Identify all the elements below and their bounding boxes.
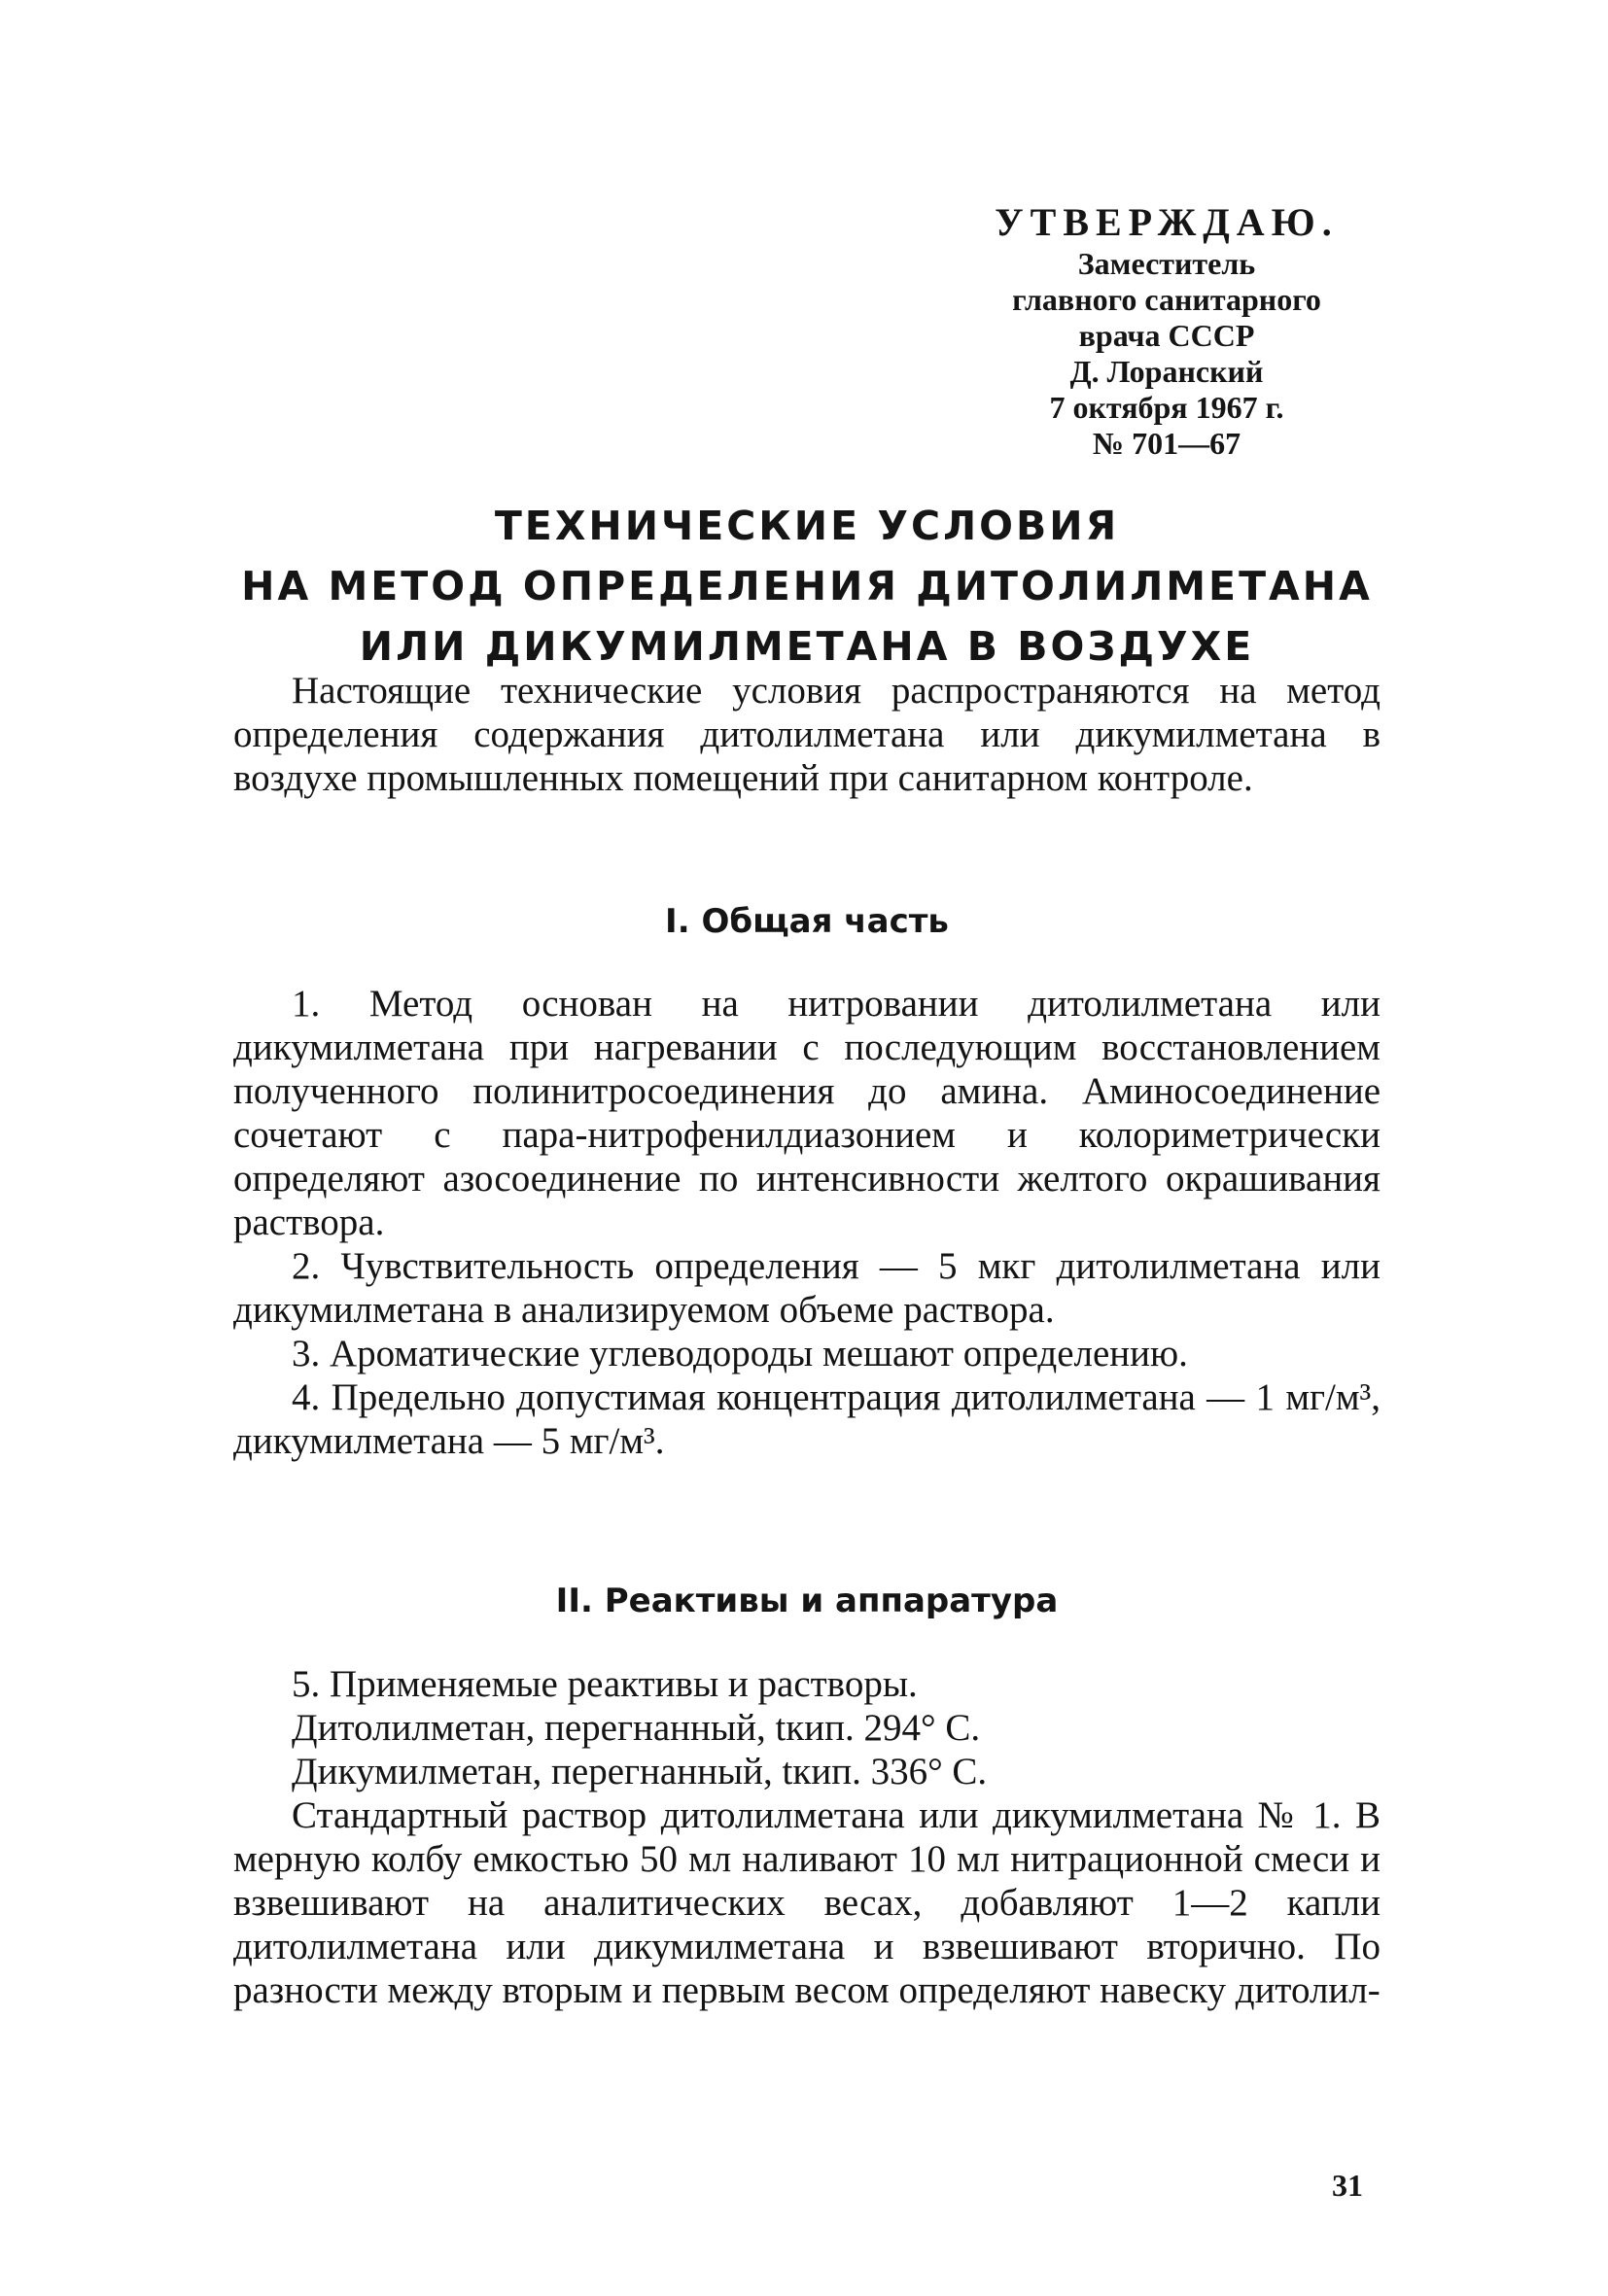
approval-stamp-block: [972, 199, 1361, 462]
title-line-2: НА МЕТОД ОПРЕДЕЛЕНИЯ ДИТОЛИЛМЕТАНА: [241, 563, 1373, 609]
document-title: [233, 496, 1381, 677]
page-number: 31: [1332, 2168, 1363, 2203]
section-1-heading: I. Общая часть: [665, 902, 949, 941]
paragraph-standard-solution: Стандартный раствор дитолилметана или дикумилметана № 1. В мерную колбу емкостью 50 мл наливают 10 мл нитрационной смеси и взвешивают на аналитических весах, добавляют 1—2 капли дитолилметана или дикумилметана и взвешивают вторично. По разности между вторым и первым весом определяют навеску дитолил-: [233, 1794, 1381, 2011]
paragraph-dicumylmethane: Дикумилметан, перегнанный, tкип. 336° С.: [292, 1751, 988, 1792]
approval-line-office: главного санитарного: [1012, 282, 1321, 317]
title-line-3: ИЛИ ДИКУМИЛМЕТАНА В ВОЗДУХЕ: [359, 623, 1255, 670]
approval-line-date: 7 октября 1967 г.: [1049, 390, 1284, 425]
paragraph-ditolylmethane: Дитолилметан, перегнанный, tкип. 294° С.: [292, 1707, 981, 1749]
paragraph-3-interference: 3. Ароматические углеводороды мешают определению.: [292, 1333, 1188, 1374]
approval-line-number: № 701—67: [1092, 426, 1241, 461]
paragraph-2-sensitivity: 2. Чувствительность определения — 5 мкг дитолилметана или дикумилметана в анализируемом объеме раствора.: [233, 1245, 1381, 1331]
section-2-body: [233, 1662, 1381, 2012]
approval-heading: УТВЕРЖДАЮ.: [995, 200, 1339, 244]
intro-paragraph: Настоящие технические условия распространяются на метод определения содержания дитолилметана или дикумилметана в воздухе промышленных помещений при санитарном контроле.: [233, 670, 1381, 799]
paragraph-1-method: 1. Метод основан на нитровании дитолилметана или дикумилметана при нагревании с последующим восстановлением полученного полинитросоединения до амина. Аминосоединение сочетают с пара-нитрофенилдиазонием и колориметрически определяют азосоединение по интенсивности желтого окрашивания раствора.: [233, 983, 1381, 1243]
approval-line-country: врача СССР: [1078, 318, 1255, 353]
title-line-1: ТЕХНИЧЕСКИЕ УСЛОВИЯ: [494, 503, 1120, 549]
approval-line-signatory: Д. Лоранский: [1069, 354, 1264, 389]
paragraph-5-reagents: 5. Применяемые реактивы и растворы.: [292, 1663, 918, 1705]
approval-line-position: Заместитель: [1077, 246, 1256, 281]
paragraph-4-limit: 4. Предельно допустимая концентрация дитолилметана — 1 мг/м³, дикумилметана — 5 мг/м³.: [233, 1376, 1381, 1462]
section-1-body: [233, 982, 1381, 1463]
section-2-heading: II. Реактивы и аппаратура: [555, 1582, 1059, 1620]
